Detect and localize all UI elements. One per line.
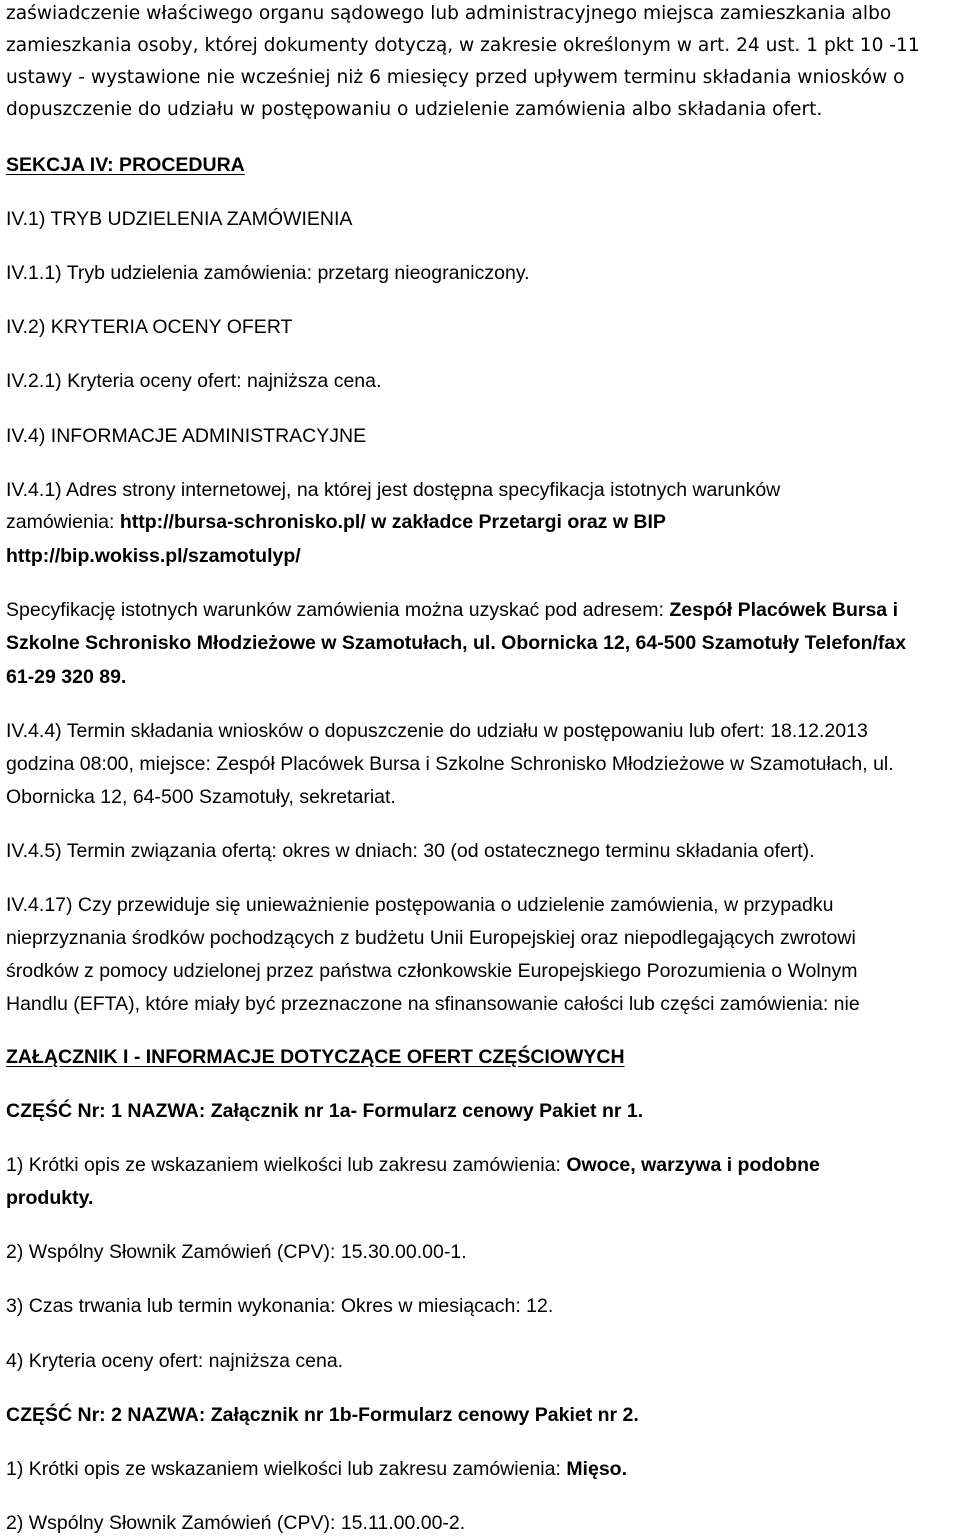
iv417-line-4: Handlu (EFTA), które miały być przeznaczone na sfinansowanie całości lub części zamówienia: nie [6,993,860,1015]
part2-desc-prefix: 1) Krótki opis ze wskazaniem wielkości lub zakresu zamówienia: [6,1458,567,1480]
iv41-prefix: zamówienia: [6,511,120,533]
iv417-line-3: środków z pomocy udzielonej przez państwa członkowskie Europejskiego Porozumienia o Wolnym [6,960,858,982]
intro-line-4: dopuszczenie do udziału w postępowaniu o udzielenie zamówienia albo składania ofert. [6,99,823,120]
iv41-line-1: IV.4.1) Adres strony internetowej, na której jest dostępna specyfikacja istotnych warunków [6,479,781,501]
part1-cpv: 2) Wspólny Słownik Zamówień (CPV): 15.30.00.00-1. [6,1241,467,1263]
spec-prefix: Specyfikację istotnych warunków zamówienia można uzyskać pod adresem: [6,599,670,621]
spec-line-2: Szkolne Schronisko Młodzieżowe w Szamotułach, ul. Obornicka 12, 64-500 Szamotuły Telefon/fax [6,632,907,654]
part1-desc-prefix: 1) Krótki opis ze wskazaniem wielkości lub zakresu zamówienia: [6,1154,567,1176]
part2-desc [6,1453,627,1485]
iv41-line-2 [6,506,666,538]
part1-duration: 3) Czas trwania lub termin wykonania: Okres w miesiącach: 12. [6,1295,554,1317]
part1-desc-bold: Owoce, warzywa i podobne [566,1154,820,1176]
iv1-item: IV.1.1) Tryb udzielenia zamówienia: przetarg nieograniczony. [6,262,530,284]
part2-desc-bold: Mięso. [566,1458,627,1480]
bip-url-link[interactable]: http://bip.wokiss.pl/szamotulyp/ [6,545,301,567]
iv1-heading: IV.1) TRYB UDZIELENIA ZAMÓWIENIA [6,208,353,230]
iv44-line-1: IV.4.4) Termin składania wniosków o dopuszczenie do udziału w postępowaniu lub ofert: 18.12.2013 [6,720,868,742]
iv2-heading: IV.2) KRYTERIA OCENY OFERT [6,316,293,338]
spec-line-3: 61-29 320 89. [6,666,127,688]
annex-title: ZAŁĄCZNIK I - INFORMACJE DOTYCZĄCE OFERT CZĘŚCIOWYCH [6,1046,625,1068]
iv4-heading: IV.4) INFORMACJE ADMINISTRACYJNE [6,425,367,447]
iv417-line-1: IV.4.17) Czy przewiduje się unieważnienie postępowania o udzielenie zamówienia, w przypadku [6,894,834,916]
intro-line-3: ustawy - wystawione nie wcześniej niż 6 miesięcy przed upływem terminu składania wniosków o [6,67,905,88]
part2-heading: CZĘŚĆ Nr: 2 NAZWA: Załącznik nr 1b-Formularz cenowy Pakiet nr 2. [6,1404,639,1426]
intro-line-1: zaświadczenie właściwego organu sądowego lub administracyjnego miejsca zamieszkania albo [6,3,892,24]
spec-line-1 [6,594,898,626]
part1-desc-line-2: produkty. [6,1187,94,1209]
iv44-line-2: godzina 08:00, miejsce: Zespół Placówek Bursa i Szkolne Schronisko Młodzieżowe w Szamotułach, ul. [6,753,894,775]
spec-address-bold: Zespół Placówek Bursa i [669,599,898,621]
part1-criteria: 4) Kryteria oceny ofert: najniższa cena. [6,1350,344,1372]
iv45-item: IV.4.5) Termin związania ofertą: okres w dniach: 30 (od ostatecznego terminu składania ofert). [6,840,815,862]
iv44-line-3: Obornicka 12, 64-500 Szamotuły, sekretariat. [6,786,396,808]
intro-line-2: zamieszkania osoby, której dokumenty dotyczą, w zakresie określonym w art. 24 ust. 1 pkt 10 -11 [6,35,920,56]
section-title: SEKCJA IV: PROCEDURA [6,154,245,176]
iv2-item: IV.2.1) Kryteria oceny ofert: najniższa cena. [6,370,382,392]
part2-cpv: 2) Wspólny Słownik Zamówień (CPV): 15.11.00.00-2. [6,1512,466,1534]
iv417-line-2: nieprzyznania środków pochodzących z budżetu Unii Europejskiej oraz niepodlegających zwrotowi [6,927,856,949]
bursa-url-link[interactable]: http://bursa-schronisko.pl/ w zakładce Przetargi oraz w BIP [119,511,666,533]
part1-desc-line-1 [6,1149,820,1181]
part1-heading: CZĘŚĆ Nr: 1 NAZWA: Załącznik nr 1a- Formularz cenowy Pakiet nr 1. [6,1100,644,1122]
